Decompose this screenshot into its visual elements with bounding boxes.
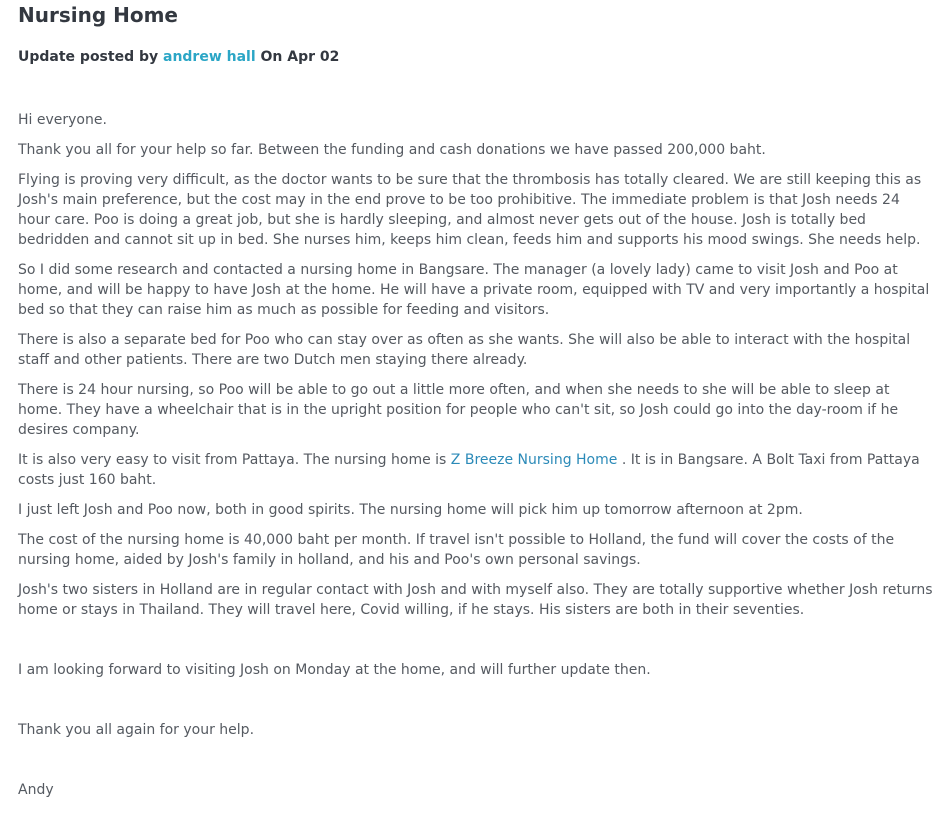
nursing-home-link[interactable]: Z Breeze Nursing Home xyxy=(450,452,618,468)
paragraph-left-josh: I just left Josh and Poo now, both in good spirits. The nursing home will pick him up tomorrow afternoon at 2pm. xyxy=(18,502,803,518)
author-link[interactable]: andrew hall xyxy=(163,49,256,65)
paragraph-separate-bed: There is also a separate bed for Poo who can stay over as often as she wants. She will also be able to interact with the hospital staff and other patients. There are two Dutch men staying there already. xyxy=(18,332,911,368)
paragraph-research: So I did some research and contacted a nursing home in Bangsare. The manager (a lovely lady) came to visit Josh and Poo at home, and will be happy to have Josh at the home. He will have a private room, equipped with TV and very importantly a hospital bed so that they can raise him as much as possible for feeding and visitors. xyxy=(18,262,930,318)
visit-text-before: It is also very easy to visit from Pattaya. The nursing home is xyxy=(18,452,451,468)
post-date: Apr 02 xyxy=(287,49,340,65)
post-meta xyxy=(18,49,339,65)
paragraph-sisters: Josh's two sisters in Holland are in regular contact with Josh and with myself also. They are totally supportive whether Josh returns home or stays in Thailand. They will travel here, Covid willing, if he stays. His sisters are both in their seventies. xyxy=(18,582,933,618)
paragraph-thanks: Thank you all for your help so far. Between the funding and cash donations we have passed 200,000 baht. xyxy=(18,142,766,158)
date-prefix-label: On xyxy=(260,49,283,65)
post-body xyxy=(18,110,934,810)
visit-text-after: . It is in Bangsare. A Bolt Taxi from Pattaya costs just 160 baht. xyxy=(18,452,920,488)
paragraph-thank-you: Thank you all again for your help. xyxy=(18,722,255,738)
signature: Andy xyxy=(18,782,54,798)
paragraph-flying: Flying is proving very difficult, as the doctor wants to be sure that the thrombosis has totally cleared. We are still keeping this as Josh's main preference, but the cost may in the end prove to be too prohibitive. The immediate problem is that Josh needs 24 hour care. Poo is doing a great job, but she is hardly sleeping, and almost never gets out of the house. Josh is totally bed bedridden and cannot sit up in bed. She nurses him, keeps him clean, feeds him and supports his mood swings. She needs help. xyxy=(18,172,922,248)
paragraph-looking-forward: I am looking forward to visiting Josh on Monday at the home, and will further update then. xyxy=(18,662,651,678)
paragraph-cost: The cost of the nursing home is 40,000 baht per month. If travel isn't possible to Holland, the fund will cover the costs of the nursing home, aided by Josh's family in holland, and his and Poo's own personal savings. xyxy=(18,532,895,568)
post-title: Nursing Home xyxy=(18,3,178,27)
paragraph-greeting: Hi everyone. xyxy=(18,112,107,128)
posted-by-label: Update posted by xyxy=(18,49,159,65)
paragraph-visit xyxy=(18,450,934,490)
paragraph-nursing: There is 24 hour nursing, so Poo will be able to go out a little more often, and when she needs to she will be able to sleep at home. They have a wheelchair that is in the upright position for people who can't sit, so Josh could go into the day-room if he desires company. xyxy=(18,382,899,438)
